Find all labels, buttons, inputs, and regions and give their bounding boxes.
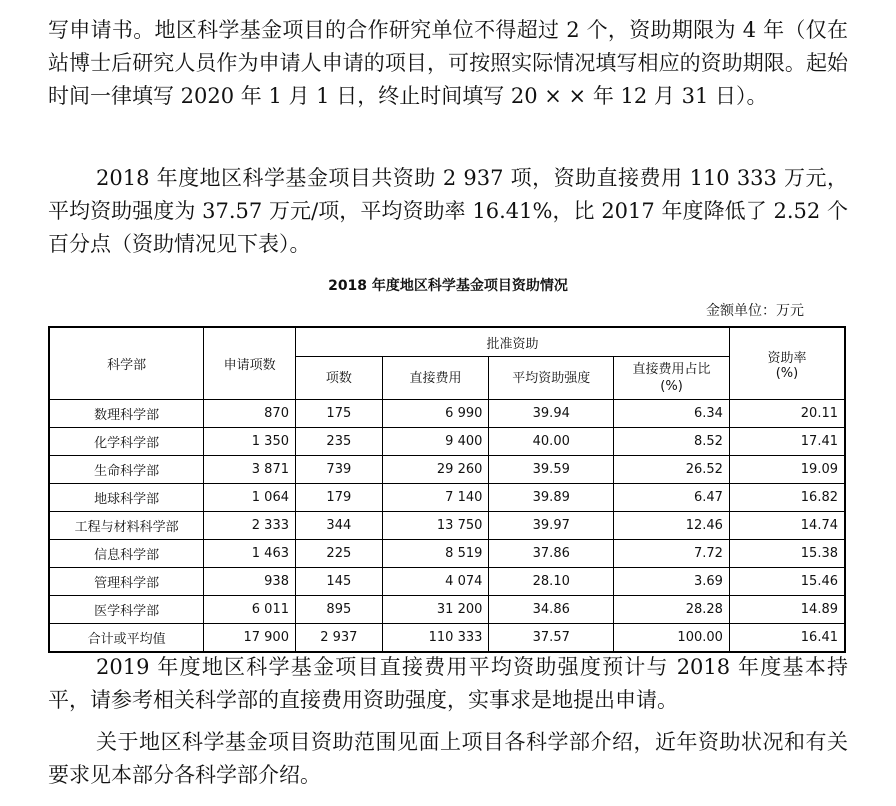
table-title: 2018 年度地区科学基金项目资助情况	[328, 278, 568, 294]
cell-avg: 40.00	[489, 428, 614, 456]
cell-avg: 37.57	[489, 624, 614, 653]
cell-dept: 合计或平均值	[49, 624, 204, 653]
cell-count: 225	[295, 540, 382, 568]
header-applications: 申请项数	[204, 327, 296, 400]
cell-rate: 15.38	[729, 540, 845, 568]
header-count: 项数	[295, 357, 382, 400]
cell-avg: 39.89	[489, 484, 614, 512]
cell-count: 175	[295, 400, 382, 428]
cell-dept: 数理科学部	[49, 400, 204, 428]
cell-apps: 6 011	[204, 596, 296, 624]
cell-count: 344	[295, 512, 382, 540]
cell-apps: 1 064	[204, 484, 296, 512]
cell-count: 895	[295, 596, 382, 624]
intro-paragraph: 写申请书。地区科学基金项目的合作研究单位不得超过 2 个，资助期限为 4 年（仅在站博士后研究人员作为申请人申请的项目，可按照实际情况填写相应的资助期限。起始时间一律填写 2020 年 1 月 1 日，终止时间填写 20 × × 年 12 月 31 日）。	[48, 18, 848, 108]
cell-cost: 29 260	[382, 456, 489, 484]
cell-avg: 34.86	[489, 596, 614, 624]
cell-apps: 938	[204, 568, 296, 596]
cell-count: 235	[295, 428, 382, 456]
cell-share: 12.46	[614, 512, 730, 540]
cell-cost: 13 750	[382, 512, 489, 540]
cell-apps: 3 871	[204, 456, 296, 484]
summary-paragraph: 2018 年度地区科学基金项目共资助 2 937 项，资助直接费用 110 333 万元，平均资助强度为 37.57 万元/项，平均资助率 16.41%，比 2017 年度降低了 2.52 个百分点（资助情况见下表）。	[48, 166, 848, 256]
cell-dept: 医学科学部	[49, 596, 204, 624]
header-rate-label: 资助率	[767, 350, 807, 366]
cell-dept: 地球科学部	[49, 484, 204, 512]
table-row	[49, 596, 845, 624]
cell-share: 28.28	[614, 596, 730, 624]
cell-avg: 37.86	[489, 540, 614, 568]
cell-apps: 17 900	[204, 624, 296, 653]
cell-dept: 生命科学部	[49, 456, 204, 484]
header-avg-intensity: 平均资助强度	[489, 357, 614, 400]
cell-rate: 20.11	[729, 400, 845, 428]
cell-dept: 工程与材料科学部	[49, 512, 204, 540]
cell-count: 145	[295, 568, 382, 596]
table-row	[49, 456, 845, 484]
cell-count: 739	[295, 456, 382, 484]
cell-apps: 1 350	[204, 428, 296, 456]
header-dept: 科学部	[49, 327, 204, 400]
cell-rate: 16.82	[729, 484, 845, 512]
cell-dept: 管理科学部	[49, 568, 204, 596]
scope-paragraph: 关于地区科学基金项目资助范围见面上项目各科学部介绍，近年资助状况和有关要求见本部分各科学部介绍。	[48, 730, 848, 787]
cell-cost: 31 200	[382, 596, 489, 624]
table-total-row	[49, 624, 845, 653]
cell-cost: 8 519	[382, 540, 489, 568]
cell-rate: 17.41	[729, 428, 845, 456]
header-approved: 批准资助	[295, 327, 729, 357]
cell-share: 6.34	[614, 400, 730, 428]
cell-dept: 化学科学部	[49, 428, 204, 456]
header-rate	[729, 327, 845, 400]
header-direct-cost: 直接费用	[382, 357, 489, 400]
cell-cost: 7 140	[382, 484, 489, 512]
header-share-label: 直接费用占比	[632, 362, 711, 377]
cell-count: 179	[295, 484, 382, 512]
table-row	[49, 428, 845, 456]
table-row	[49, 568, 845, 596]
cell-share: 8.52	[614, 428, 730, 456]
cell-avg: 28.10	[489, 568, 614, 596]
cell-rate: 14.74	[729, 512, 845, 540]
cell-share: 3.69	[614, 568, 730, 596]
table-row	[49, 540, 845, 568]
cell-cost: 9 400	[382, 428, 489, 456]
cell-apps: 2 333	[204, 512, 296, 540]
cell-rate: 14.89	[729, 596, 845, 624]
table-row	[49, 484, 845, 512]
cell-cost: 110 333	[382, 624, 489, 653]
header-share	[614, 357, 730, 400]
cell-share: 100.00	[614, 624, 730, 653]
cell-share: 26.52	[614, 456, 730, 484]
table-unit: 金额单位：万元	[706, 303, 804, 319]
cell-cost: 6 990	[382, 400, 489, 428]
cell-rate: 19.09	[729, 456, 845, 484]
cell-count: 2 937	[295, 624, 382, 653]
cell-apps: 870	[204, 400, 296, 428]
cell-rate: 15.46	[729, 568, 845, 596]
header-rate-unit: (%)	[775, 365, 799, 381]
cell-share: 7.72	[614, 540, 730, 568]
funding-table	[48, 326, 846, 653]
cell-avg: 39.94	[489, 400, 614, 428]
cell-cost: 4 074	[382, 568, 489, 596]
cell-avg: 39.97	[489, 512, 614, 540]
header-share-unit: (%)	[660, 379, 683, 394]
forecast-paragraph: 2019 年度地区科学基金项目直接费用平均资助强度预计与 2018 年度基本持平，请参考相关科学部的直接费用资助强度，实事求是地提出申请。	[48, 655, 848, 712]
table-row	[49, 512, 845, 540]
table-row	[49, 400, 845, 428]
cell-rate: 16.41	[729, 624, 845, 653]
cell-avg: 39.59	[489, 456, 614, 484]
cell-apps: 1 463	[204, 540, 296, 568]
cell-dept: 信息科学部	[49, 540, 204, 568]
cell-share: 6.47	[614, 484, 730, 512]
